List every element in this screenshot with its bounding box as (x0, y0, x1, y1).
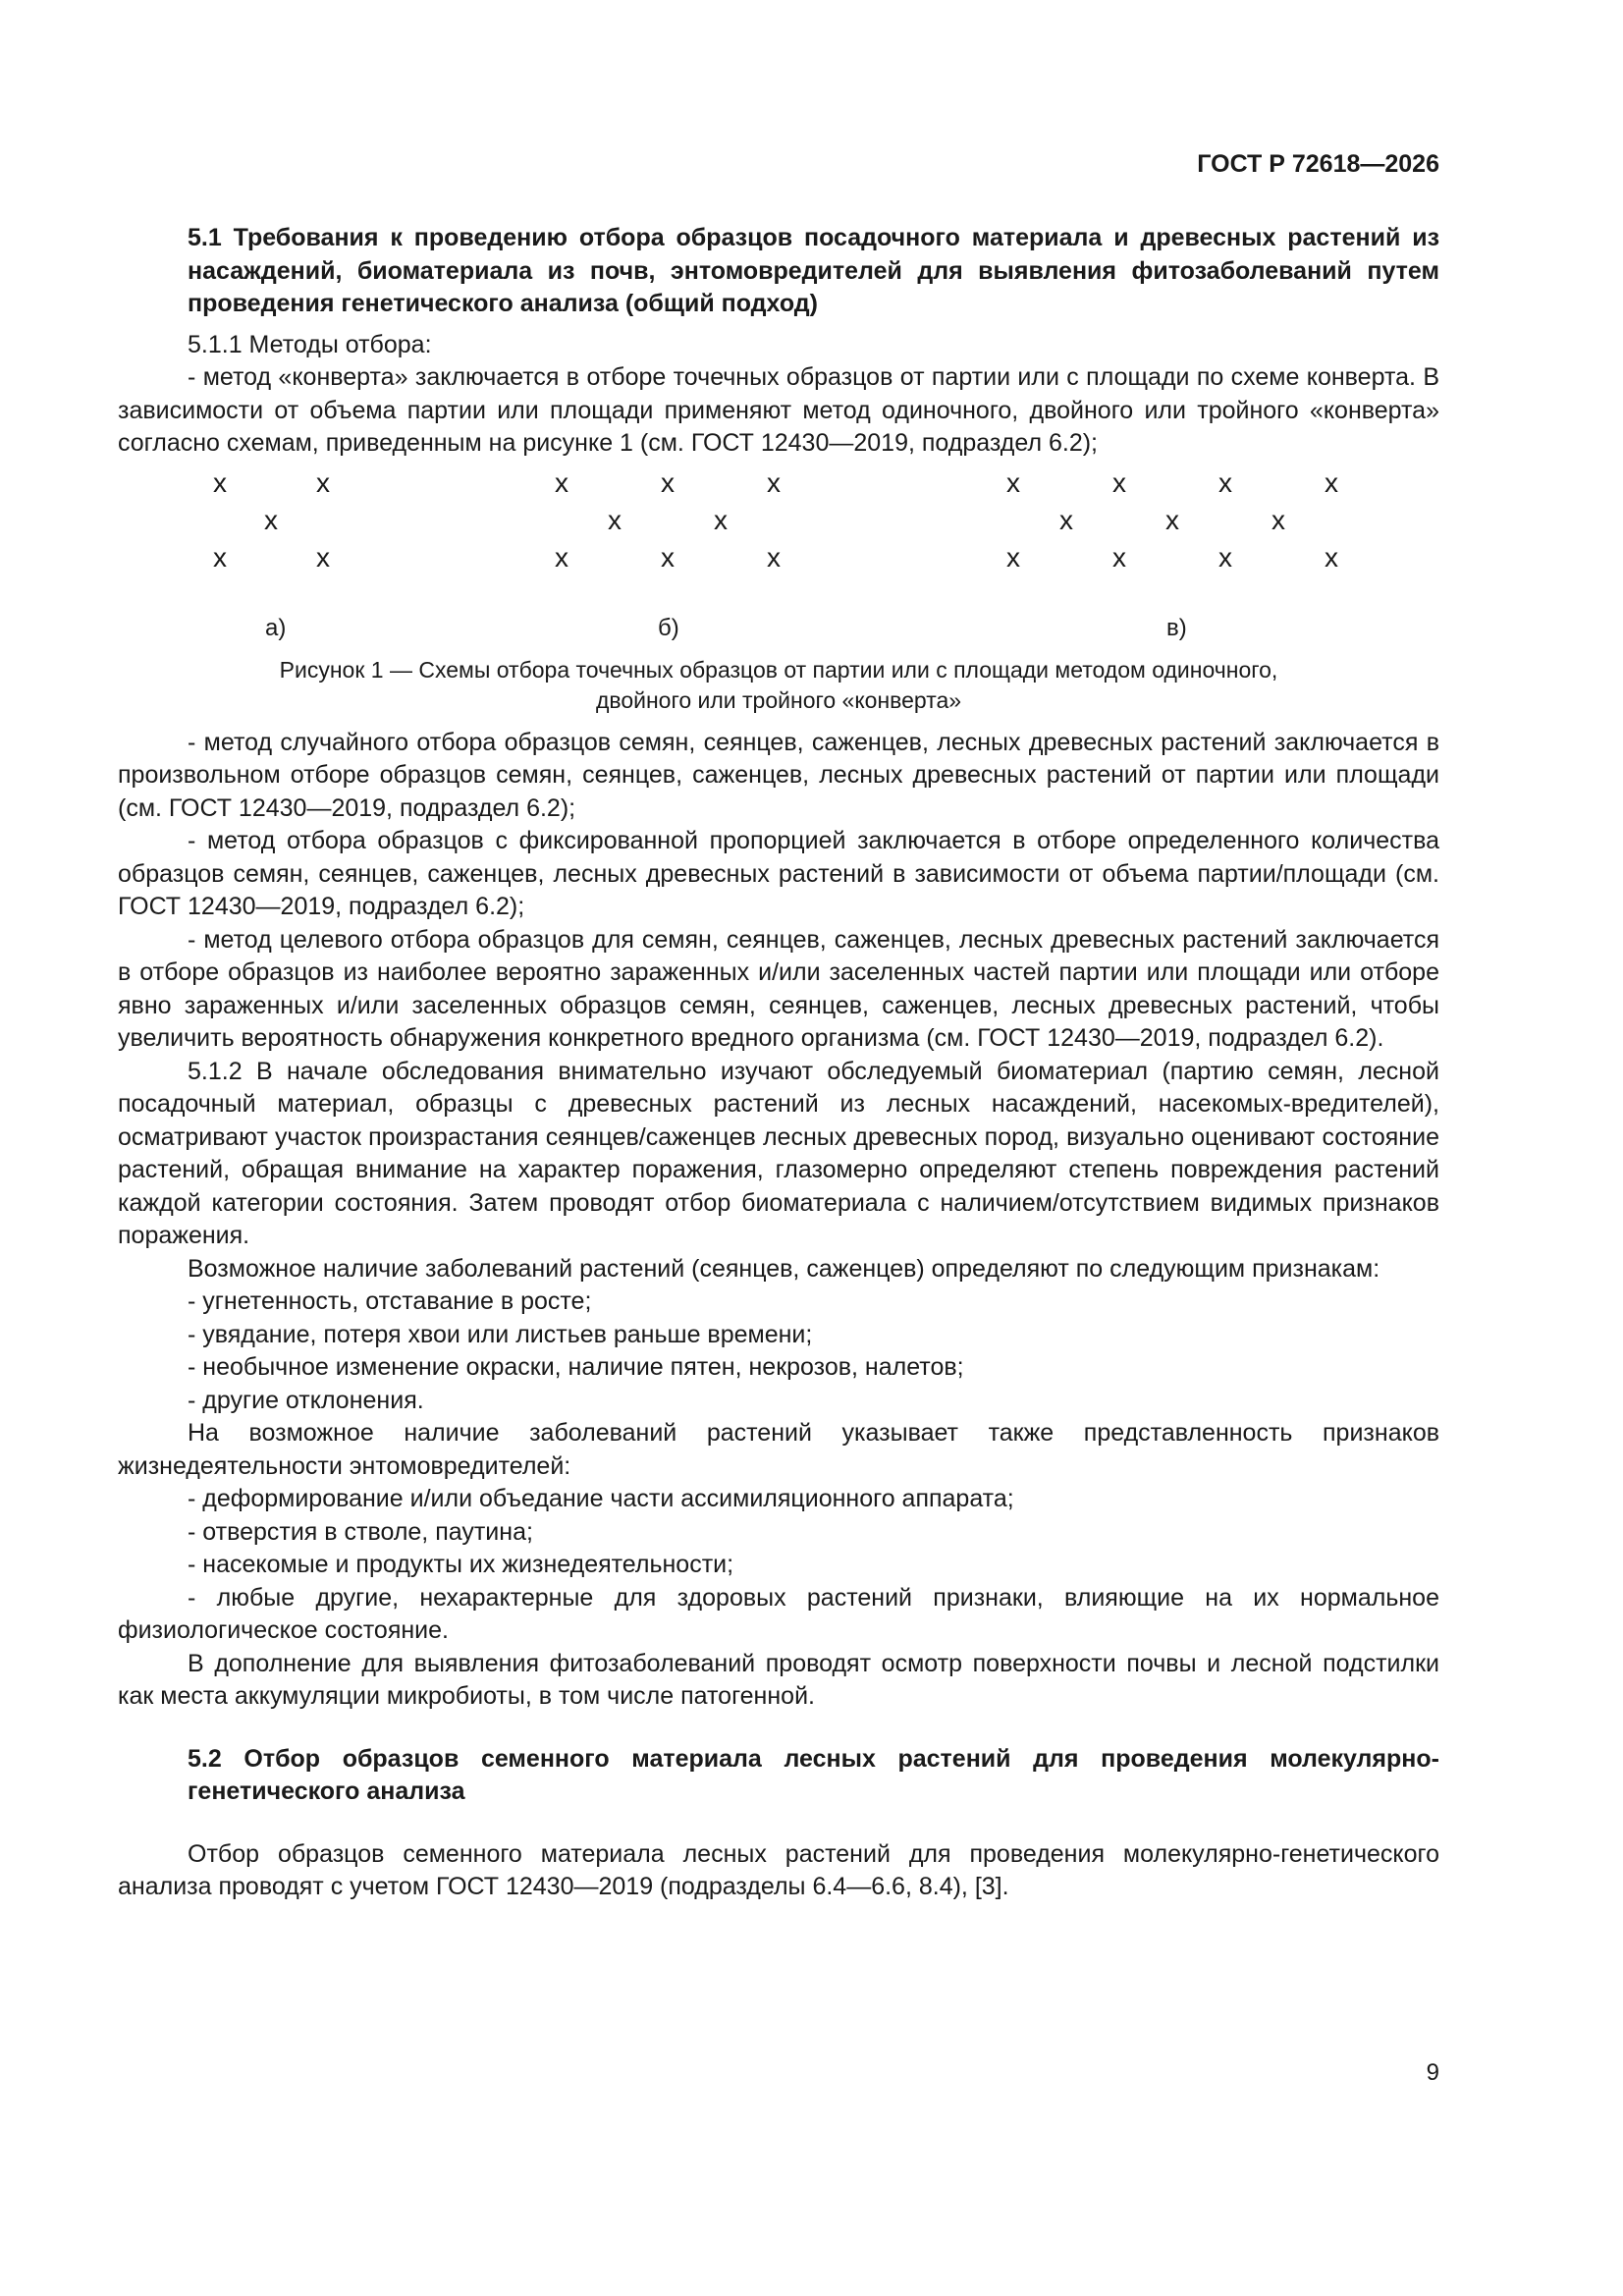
list-item-disease-sign: - необычное изменение окраски, наличие пятен, некрозов, налетов; (188, 1353, 964, 1381)
paragraph-fixed-proportion-method: - метод отбора образцов с фиксированной пропорцией заключается в отборе определенного количества образцов семян, сеянцев, саженцев, лесных древесных растений в зависимости от объема партии/площади (см. ГОСТ 12430—2019, подраздел 6.2); (118, 827, 1439, 920)
section-5-1-title: 5.1 Требования к проведению отбора образцов посадочного материала и древесных растений из насаждений, биоматериала из почв, энтомовредителей для выявления фитозаболеваний путем проведения генетического анализа (общий подход) (188, 224, 1439, 317)
sample-point-mark: x (1059, 504, 1073, 535)
sample-point-mark: x (1165, 504, 1179, 535)
sample-point-mark: x (213, 541, 227, 573)
list-item-pest-sign: - любые другие, нехарактерные для здоровых растений признаки, влияющие на их нормальное физиологическое состояние. (118, 1583, 1439, 1644)
sample-point-mark: x (1112, 541, 1126, 573)
list-item-pest-sign: - деформирование и/или объедание части ассимиляционного аппарата; (188, 1485, 1014, 1512)
list-item-disease-sign: - другие отклонения. (188, 1386, 424, 1414)
sample-point-mark: x (1218, 466, 1232, 498)
sample-point-mark: x (661, 466, 675, 498)
figure-label-a: а) (265, 614, 287, 641)
sample-point-mark: x (316, 541, 330, 573)
sample-point-mark: x (555, 541, 568, 573)
paragraph-random-method: - метод случайного отбора образцов семян, сеянцев, саженцев, лесных древесных растений заключается в произвольном отборе образцов семян, сеянцев, саженцев, лесных древесных растений от партии или площади (см. ГОСТ 12430—2019, подраздел 6.2); (118, 728, 1439, 822)
sample-point-mark: x (714, 504, 728, 535)
paragraph-targeted-method: - метод целевого отбора образцов для семян, сеянцев, саженцев, лесных древесных растений заключается в отборе образцов из наиболее вероятно зараженных и/или заселенных частей партии или площади или отборе явно зараженных и/или заселенных образцов семян, сеянцев, саженцев, лесных древесных растений, чтобы увеличить вероятность обнаружения конкретного вредного организма (см. ГОСТ 12430—2019, подраздел 6.2). (118, 925, 1439, 1052)
scheme-double-envelope (550, 468, 903, 586)
list-item-pest-sign: - насекомые и продукты их жизнедеятельности; (188, 1551, 734, 1578)
sample-point-mark: x (1006, 466, 1020, 498)
paragraph-5-2-text: Отбор образцов семенного материала лесных растений для проведения молекулярно-генетического анализа проводят с учетом ГОСТ 12430—2019 (подразделы 6.4—6.6, 8.4), [3]. (118, 1839, 1439, 1900)
figure-caption-line-2: двойного или тройного «конверта» (595, 686, 962, 713)
sample-point-mark: x (213, 466, 227, 498)
sample-point-mark: x (316, 466, 330, 498)
sample-point-mark: x (1218, 541, 1232, 573)
sample-point-mark: x (1006, 541, 1020, 573)
list-item-pest-sign: - отверстия в стволе, паутина; (188, 1517, 533, 1546)
page-content (118, 222, 1439, 1904)
sample-point-mark: x (661, 541, 675, 573)
page-number: 9 (1426, 2059, 1439, 2086)
scheme-triple-envelope (1001, 468, 1375, 586)
paragraph-disease-signs-intro: Возможное наличие заболеваний растений (сеянцев, саженцев) определяют по следующим признакам: (188, 1254, 1380, 1283)
sample-point-mark: x (1112, 466, 1126, 498)
scheme-single-envelope (208, 468, 562, 586)
sample-point-mark: x (608, 504, 622, 535)
figure-caption-line-1: Рисунок 1 — Схемы отбора точечных образцов от партии или с площади методом одиночного, (279, 656, 1278, 683)
paragraph-soil-inspection: В дополнение для выявления фитозаболеваний проводят осмотр поверхности почвы и лесной подстилки как места аккумуляции микробиоты, в том числе патогенной. (118, 1649, 1439, 1710)
sample-point-mark: x (555, 466, 568, 498)
figure-label-c: в) (1166, 614, 1187, 641)
sample-point-mark: x (767, 541, 781, 573)
document-code: ГОСТ Р 72618—2026 (1197, 150, 1439, 178)
list-item-disease-sign: - угнетенность, отставание в росте; (188, 1287, 592, 1315)
section-5-2-title: 5.2 Отбор образцов семенного материала лесных растений для проведения молекулярно-генетического анализа (188, 1744, 1439, 1805)
sample-point-mark: x (1325, 466, 1338, 498)
sample-point-mark: x (767, 466, 781, 498)
sample-point-mark: x (1325, 541, 1338, 573)
figure-1 (118, 468, 1439, 719)
figure-label-b: б) (658, 614, 679, 641)
sample-point-mark: x (1271, 504, 1285, 535)
sample-point-mark: x (264, 504, 278, 535)
list-item-disease-sign: - увядание, потеря хвои или листьев раньше времени; (188, 1320, 813, 1348)
paragraph-envelope-method: - метод «конверта» заключается в отборе точечных образцов от партии или с площади по схеме конверта. В зависимости от объема партии или площади применяют метод одиночного, двойного или тройного «конверта» согласно схемам, приведенным на рисунке 1 (см. ГОСТ 12430—2019, подраздел 6.2); (118, 363, 1439, 457)
paragraph-5-1-1-methods: 5.1.1 Методы отбора: (188, 330, 432, 358)
paragraph-pest-signs-intro: На возможное наличие заболеваний растений указывает также представленность признаков жизнедеятельности энтомовредителей: (118, 1419, 1439, 1480)
paragraph-5-1-2: 5.1.2 В начале обследования внимательно изучают обследуемый биоматериал (партию семян, лесной посадочный материал, образцы с древесных растений из лесных насаждений, насекомых-вредителей), осматривают участок произрастания сеянцев/саженцев лесных древесных пород, визуально оценивают состояние растений, обращая внимание на характер поражения, глазомерно определяют степень повреждения растений каждой категории состояния. Затем проводят отбор биоматериала с наличием/отсутствием видимых признаков поражения. (118, 1057, 1439, 1249)
figure-caption (118, 655, 1439, 716)
